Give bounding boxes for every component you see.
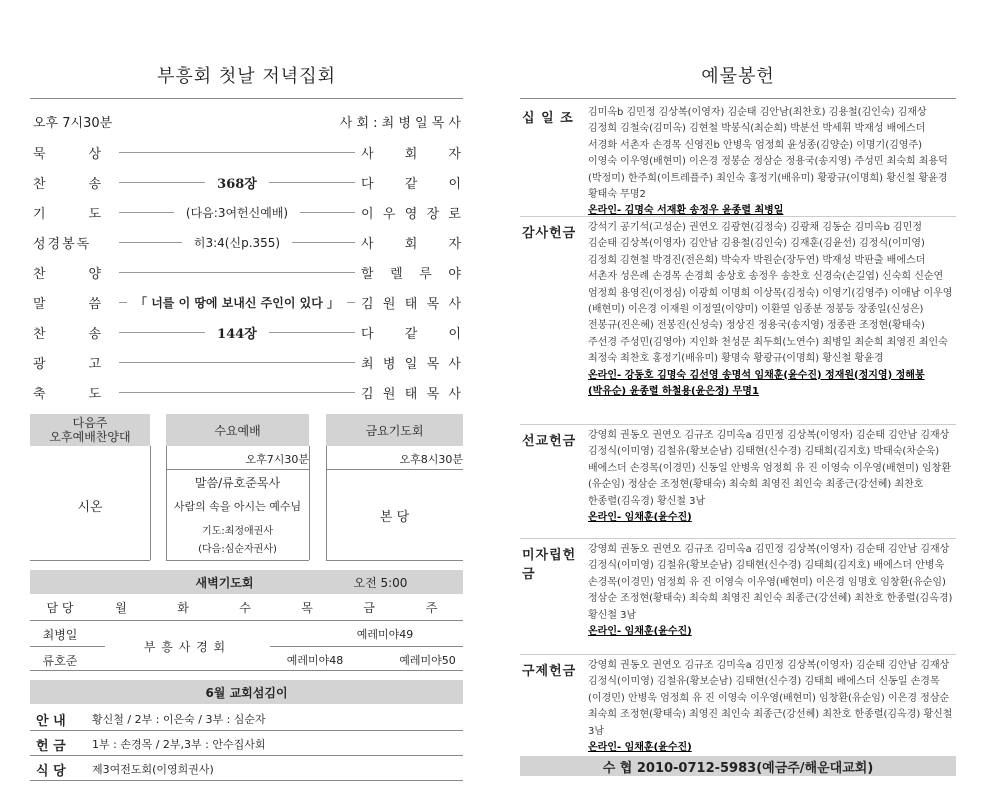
june-row	[30, 708, 463, 731]
june-text: 1부 : 손경목 / 2부,3부 : 안수집사회	[92, 738, 266, 751]
dawn-bottom	[30, 670, 463, 671]
order-leader: 사 회 자	[361, 236, 462, 252]
service-header	[33, 110, 461, 132]
wednesday-prayer: 기도:최정애권사	[202, 526, 273, 537]
choir-header: 다음주 오후예배찬양대	[30, 414, 150, 446]
june-header: 6월 교회섬김이	[30, 680, 463, 704]
dawn-divider	[30, 646, 105, 647]
friday-header: 금요기도회	[326, 414, 463, 446]
friday-location: 본 당	[379, 510, 410, 525]
dawn-day-header: 화	[177, 601, 189, 615]
wednesday-title: 사람의 속을 아시는 예수님	[173, 500, 302, 513]
box-bottom	[166, 560, 309, 561]
order-label: 광 고	[33, 356, 103, 372]
order-row	[33, 321, 461, 343]
donor-list: 강영희 권동오 권연오 김규조 김미옥a 김민정 김상복(이영자) 김순태 김안남 김재상 김정식(이미영) 김철유(황보순남) 김태현(신수경) 김태희 배에스더 신동일 손경목(이경민) 안병욱 엄정희 유 진 이영숙 이우영(배현미) 임창환(유순임) 이은경 정삼순 최숙희 조정현(황태숙) 최영진 최인숙 최종근(강선혜) 최찬호 한종렬(김옥경) 황신철 3남	[588, 660, 953, 737]
order-row	[33, 171, 461, 193]
offering-names	[588, 542, 954, 640]
order-leader: 최 병 일 목 사	[361, 356, 461, 372]
wednesday-sermon: 말씀/류호준목사	[194, 476, 281, 490]
dawn-fri-reading: 예레미야49	[356, 628, 414, 641]
friday-time: 오후8시30분	[326, 451, 463, 470]
service-time: 오후 7시30분	[33, 115, 113, 131]
order-label: 축 도	[33, 386, 103, 402]
leader-line	[292, 242, 355, 243]
dawn-day-header: 금	[363, 601, 375, 615]
dawn-revival-meeting: 부 흥 사 경 회	[143, 640, 227, 654]
leader-line	[119, 242, 182, 243]
dawn-column-headers	[30, 598, 463, 618]
order-item: 히3:4(신p.355)	[193, 235, 281, 250]
order-label: 찬 송	[33, 176, 103, 192]
leader-line	[300, 212, 355, 213]
service-host: 사 회 : 최 병 일 목 사	[339, 115, 461, 131]
online-donors: 온라인- 김명숙 서재환 송정우 윤종렬 최병일	[588, 205, 784, 217]
dawn-leader-2: 류호준	[42, 654, 78, 668]
box-divider	[309, 446, 310, 560]
dawn-day-header: 주	[425, 601, 438, 615]
leader-line	[269, 182, 355, 183]
dawn-day-header: 목	[301, 601, 313, 615]
order-label: 묵 상	[33, 146, 103, 162]
leader-line	[269, 332, 355, 333]
online-donors: 온라인- 임채훈(윤수진)	[588, 742, 692, 754]
right-title: 예물봉헌	[701, 66, 775, 87]
order-row	[33, 201, 461, 223]
donor-list: 김미옥b 김민정 김상복(이영자) 김순태 김안남(최찬호) 김용철(김인숙) 김재상 김정희 김철숙(김미옥) 김현철 박봉식(최순희) 박분선 박세휘 박재성 배에스더 서경화 서촌자 손경목 신영진b 안병욱 엄정희 윤성종(김양순) 이명기(김영주) 이영숙 이우영(배현미) 이은경 정봉순 정삼순 정용국(송지영) 주성민 최숙희 최용덕(박정미) 한주희(이트레플주) 최인숙 홍정기(배유미) 황광규(이명희) 황신철 황윤경 황태숙 무명2	[588, 107, 948, 201]
title-divider	[30, 98, 463, 99]
section-divider	[520, 216, 956, 217]
dawn-sun-reading: 예레미야50	[399, 654, 456, 667]
order-item: 144장	[217, 326, 257, 342]
box-bottom	[326, 560, 463, 561]
dawn-divider	[270, 646, 463, 647]
leader-line	[119, 152, 355, 153]
dawn-title: 새벽기도회	[195, 575, 254, 590]
box-divider	[326, 446, 327, 560]
offering-category: 선교헌금	[522, 434, 577, 449]
wednesday-time: 오후7시30분	[166, 451, 309, 470]
bank-account: 수 협 2010-0712-5983(예금주/해운대교회)	[520, 756, 956, 776]
offering-names	[588, 428, 954, 526]
online-donors: 온라인- 강동호 김명숙 김선영 송명석 임채훈(윤수진) 정재원(정지영) 정해봉(박유순) 윤종렬 하철용(윤은정) 무명1	[588, 369, 925, 398]
order-leader: 김 원 태 목 사	[361, 386, 461, 402]
order-leader: 사 회 자	[361, 146, 461, 162]
order-item: 368장	[217, 176, 257, 192]
leader-line	[119, 332, 205, 333]
donor-list: 강석기 공기석(고성순) 권연오 김광현(김정숙) 김광채 김동순 김미옥b 김민정 김순태 김상복(이영자) 김안남 김용철(김인숙) 김재훈(김윤선) 김정식(이미영) 김정희 김현철 박경진(전은희) 박숙자 박원순(장두연) 박재성 박판출 배에스더 서촌자 성은례 손경목 손경희 송상호 송정우 송찬호 신경숙(손길엽) 신숙희 신순연 엄정희 용영진(이정심) 이광희 이명희 이상목(김정숙) 이영기(김영주) 이애남 이우영(배현미) 이은경 이재원 이정열(이양미) 이환열 임종분 정봉등 장종일(신성은) 전봉규(진은혜) 전봉진(신성숙) 정상진 정용국(송지영) 정종관 조정현(황태숙) 주선경 주성민(김영아) 지인화 천성문 최두희(노연수) 최병일 최순희 최영진 최인숙 최정숙 최찬호 홍정기(배유미) 황명숙 황광규(이명희) 황신철 황윤경	[588, 222, 953, 365]
order-row	[33, 381, 461, 403]
box-bottom	[30, 560, 150, 561]
order-row	[33, 141, 461, 163]
june-row	[30, 758, 463, 781]
offering-names	[588, 658, 954, 756]
offering-names	[588, 105, 954, 220]
leader-line	[119, 182, 205, 183]
june-text: 황신철 / 2부 : 이은숙 / 3부 : 심순자	[92, 713, 266, 726]
order-label: 성경봉독	[33, 236, 92, 252]
title-divider	[520, 98, 956, 99]
box-divider	[150, 446, 151, 560]
leader-line	[119, 302, 127, 303]
section-divider	[520, 654, 956, 655]
leader-line	[119, 392, 355, 393]
offering-category: 구제헌금	[522, 664, 577, 679]
section-divider	[520, 424, 956, 425]
online-donors: 온라인- 임채훈(윤수진)	[588, 626, 692, 638]
order-leader: 이 우 영 장 로	[361, 206, 461, 222]
order-leader: 다 같 이	[361, 326, 462, 342]
june-text: 제3여전도회(이영희권사)	[92, 763, 214, 776]
dawn-divider	[30, 620, 463, 621]
june-label: 안 내	[36, 713, 66, 729]
offering-category: 감사헌금	[522, 226, 577, 241]
leader-line	[119, 272, 355, 273]
section-divider	[520, 538, 956, 539]
order-row	[33, 261, 461, 283]
choir-name: 시온	[77, 500, 103, 515]
order-item: 「 너를 이 땅에 보내신 주인이 있다 」	[135, 295, 339, 310]
order-row	[33, 291, 461, 313]
left-title: 부흥회 첫날 저녁집회	[157, 66, 336, 87]
dawn-day-header: 수	[239, 601, 251, 615]
offering-names	[588, 220, 954, 400]
offering-category: 십 일 조	[522, 111, 574, 126]
wednesday-header: 수요예배	[166, 414, 309, 446]
leader-line	[347, 302, 355, 303]
order-row	[33, 351, 461, 373]
leader-line	[119, 212, 174, 213]
dawn-day-header: 월	[115, 601, 127, 615]
june-label: 식 당	[36, 763, 66, 779]
dawn-thu-reading: 예레미야48	[286, 654, 344, 667]
order-row	[33, 231, 461, 253]
order-leader: 다 같 이	[361, 176, 462, 192]
dawn-time: 오전 5:00	[353, 575, 408, 590]
offering-category: 미자립헌금	[522, 548, 577, 582]
online-donors: 온라인- 임채훈(윤수진)	[588, 512, 692, 524]
leader-line	[119, 362, 355, 363]
order-label: 기 도	[33, 206, 103, 222]
order-leader: 김 원 태 목 사	[361, 296, 462, 312]
donor-list: 강영희 권동오 권연오 김규조 김미옥a 김민정 김상복(이영자) 김순태 김안남 김재상 김정식(이미영) 김철유(황보순남) 김태현(신수경) 김태희(김지호) 배에스더 안병욱 손경목(이경민) 엄정희 유 진 이영숙 이우영(배현미) 이은경 임명호 임창환(유순임) 정삼순 조정현(황태숙) 최숙희 최영진 최인숙 최종근(강선혜) 최찬호 한종렬(김옥경) 황신철 3남	[588, 544, 953, 621]
june-label: 헌 금	[36, 738, 66, 754]
order-label: 말 씀	[33, 296, 103, 312]
order-label: 찬 송	[33, 326, 103, 342]
wednesday-next-prayer: (다음:심순자권사)	[198, 544, 277, 555]
order-leader: 할 렐 루 야	[361, 266, 461, 282]
dawn-leader-1: 최병일	[42, 628, 78, 642]
dawn-header-bar	[30, 570, 463, 594]
june-row	[30, 733, 463, 756]
dawn-day-header: 담 당	[46, 601, 74, 615]
order-label: 찬 양	[33, 266, 103, 282]
order-item: (다음:3여헌신예배)	[185, 205, 289, 220]
donor-list: 강영희 권동오 권연오 김규조 김미옥a 김민정 김상복(이영자) 김순태 김안남 김재상 김정식(이미영) 김철유(황보순남) 김태현(신수경) 김태희(김지호) 박태숙(차순욱) 배에스더 손경목(이경민) 신동일 안병욱 엄정희 유 진 이영숙 이우영(배현미) 임창환(유순임) 정삼순 조정현(황태숙) 최숙희 최영진 최인숙 최종근(강선혜) 최찬호 한종렬(김옥경) 황신철 3남	[588, 430, 951, 507]
